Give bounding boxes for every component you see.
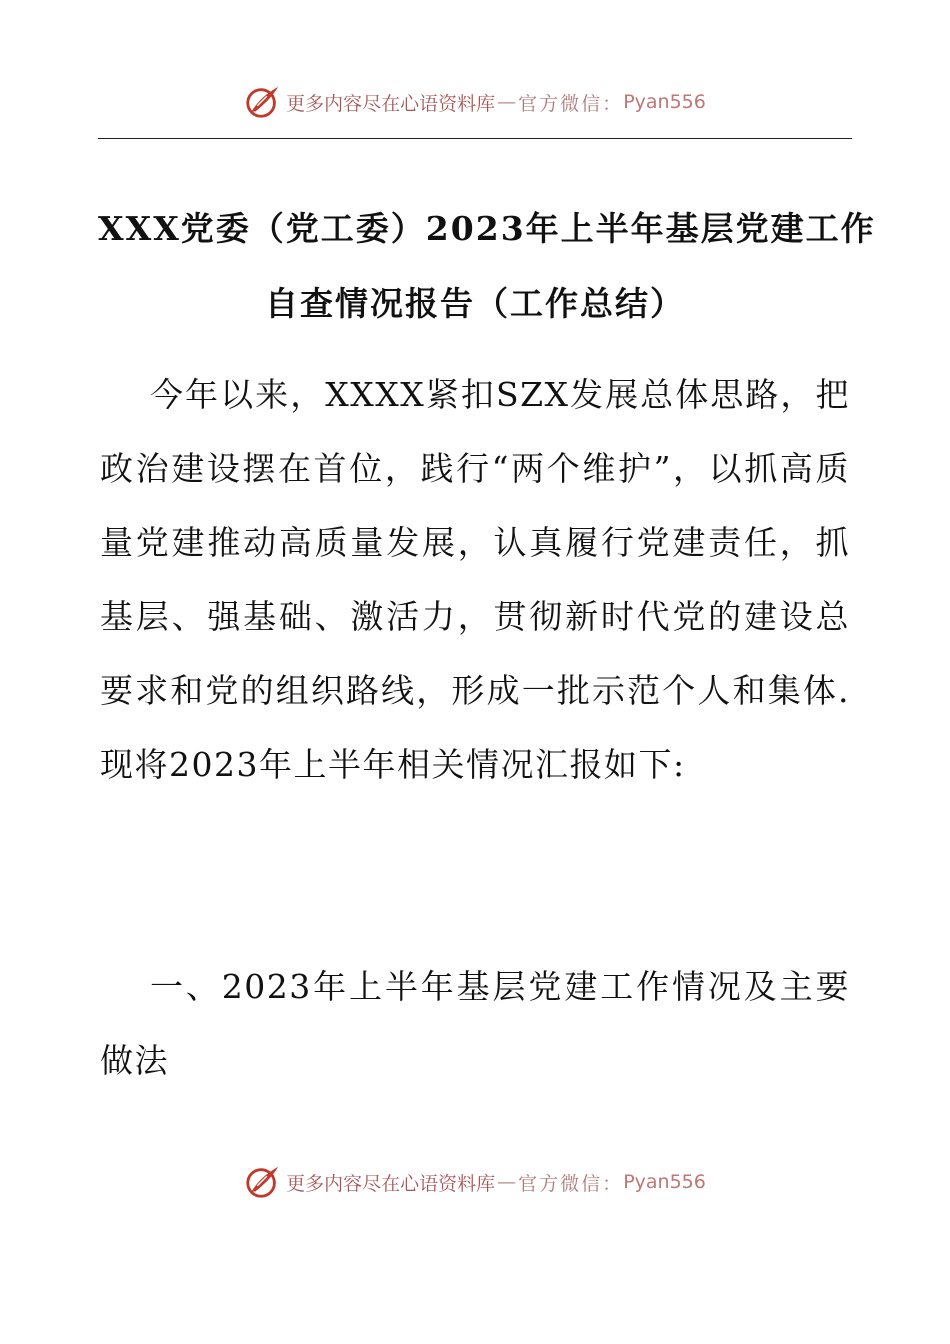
watermark-sub-text: 官方微信： [518,1172,624,1195]
watermark-wechat-id: Pyan556 [623,91,706,113]
quill-logo-icon [244,1163,282,1201]
section-heading-1: 一、2023年上半年基层党建工作情况及主要做法 [100,967,850,1080]
watermark-sub-text: 官方微信： [518,92,624,115]
watermark-dash: — [497,1171,517,1193]
watermark-banner-bottom [0,1160,950,1204]
watermark-banner-top [0,80,950,124]
watermark-dash: — [497,91,517,113]
watermark-main-text: 更多内容尽在心语资料库 [286,1172,496,1195]
document-title-line-1: XXX党委（党工委）2023年上半年基层党建工作 [98,209,876,248]
quill-logo-icon [244,83,282,121]
document-title-line-2: 自查情况报告（工作总结） [265,284,685,323]
watermark-wechat-id: Pyan556 [623,1171,706,1193]
header-divider [98,138,852,139]
watermark-main-text: 更多内容尽在心语资料库 [286,92,496,115]
intro-paragraph: 今年以来，XXXX紧扣SZX发展总体思路，把政治建设摆在首位，践行“两个维护”，以抓高质量党建推动高质量发展，认真履行党建责任，抓基层、强基础、激活力，贯彻新时代党的建设总要求和党的组织路线，形成一批示范个人和集体.现将2023年上半年相关情况汇报如下: [100,375,850,784]
